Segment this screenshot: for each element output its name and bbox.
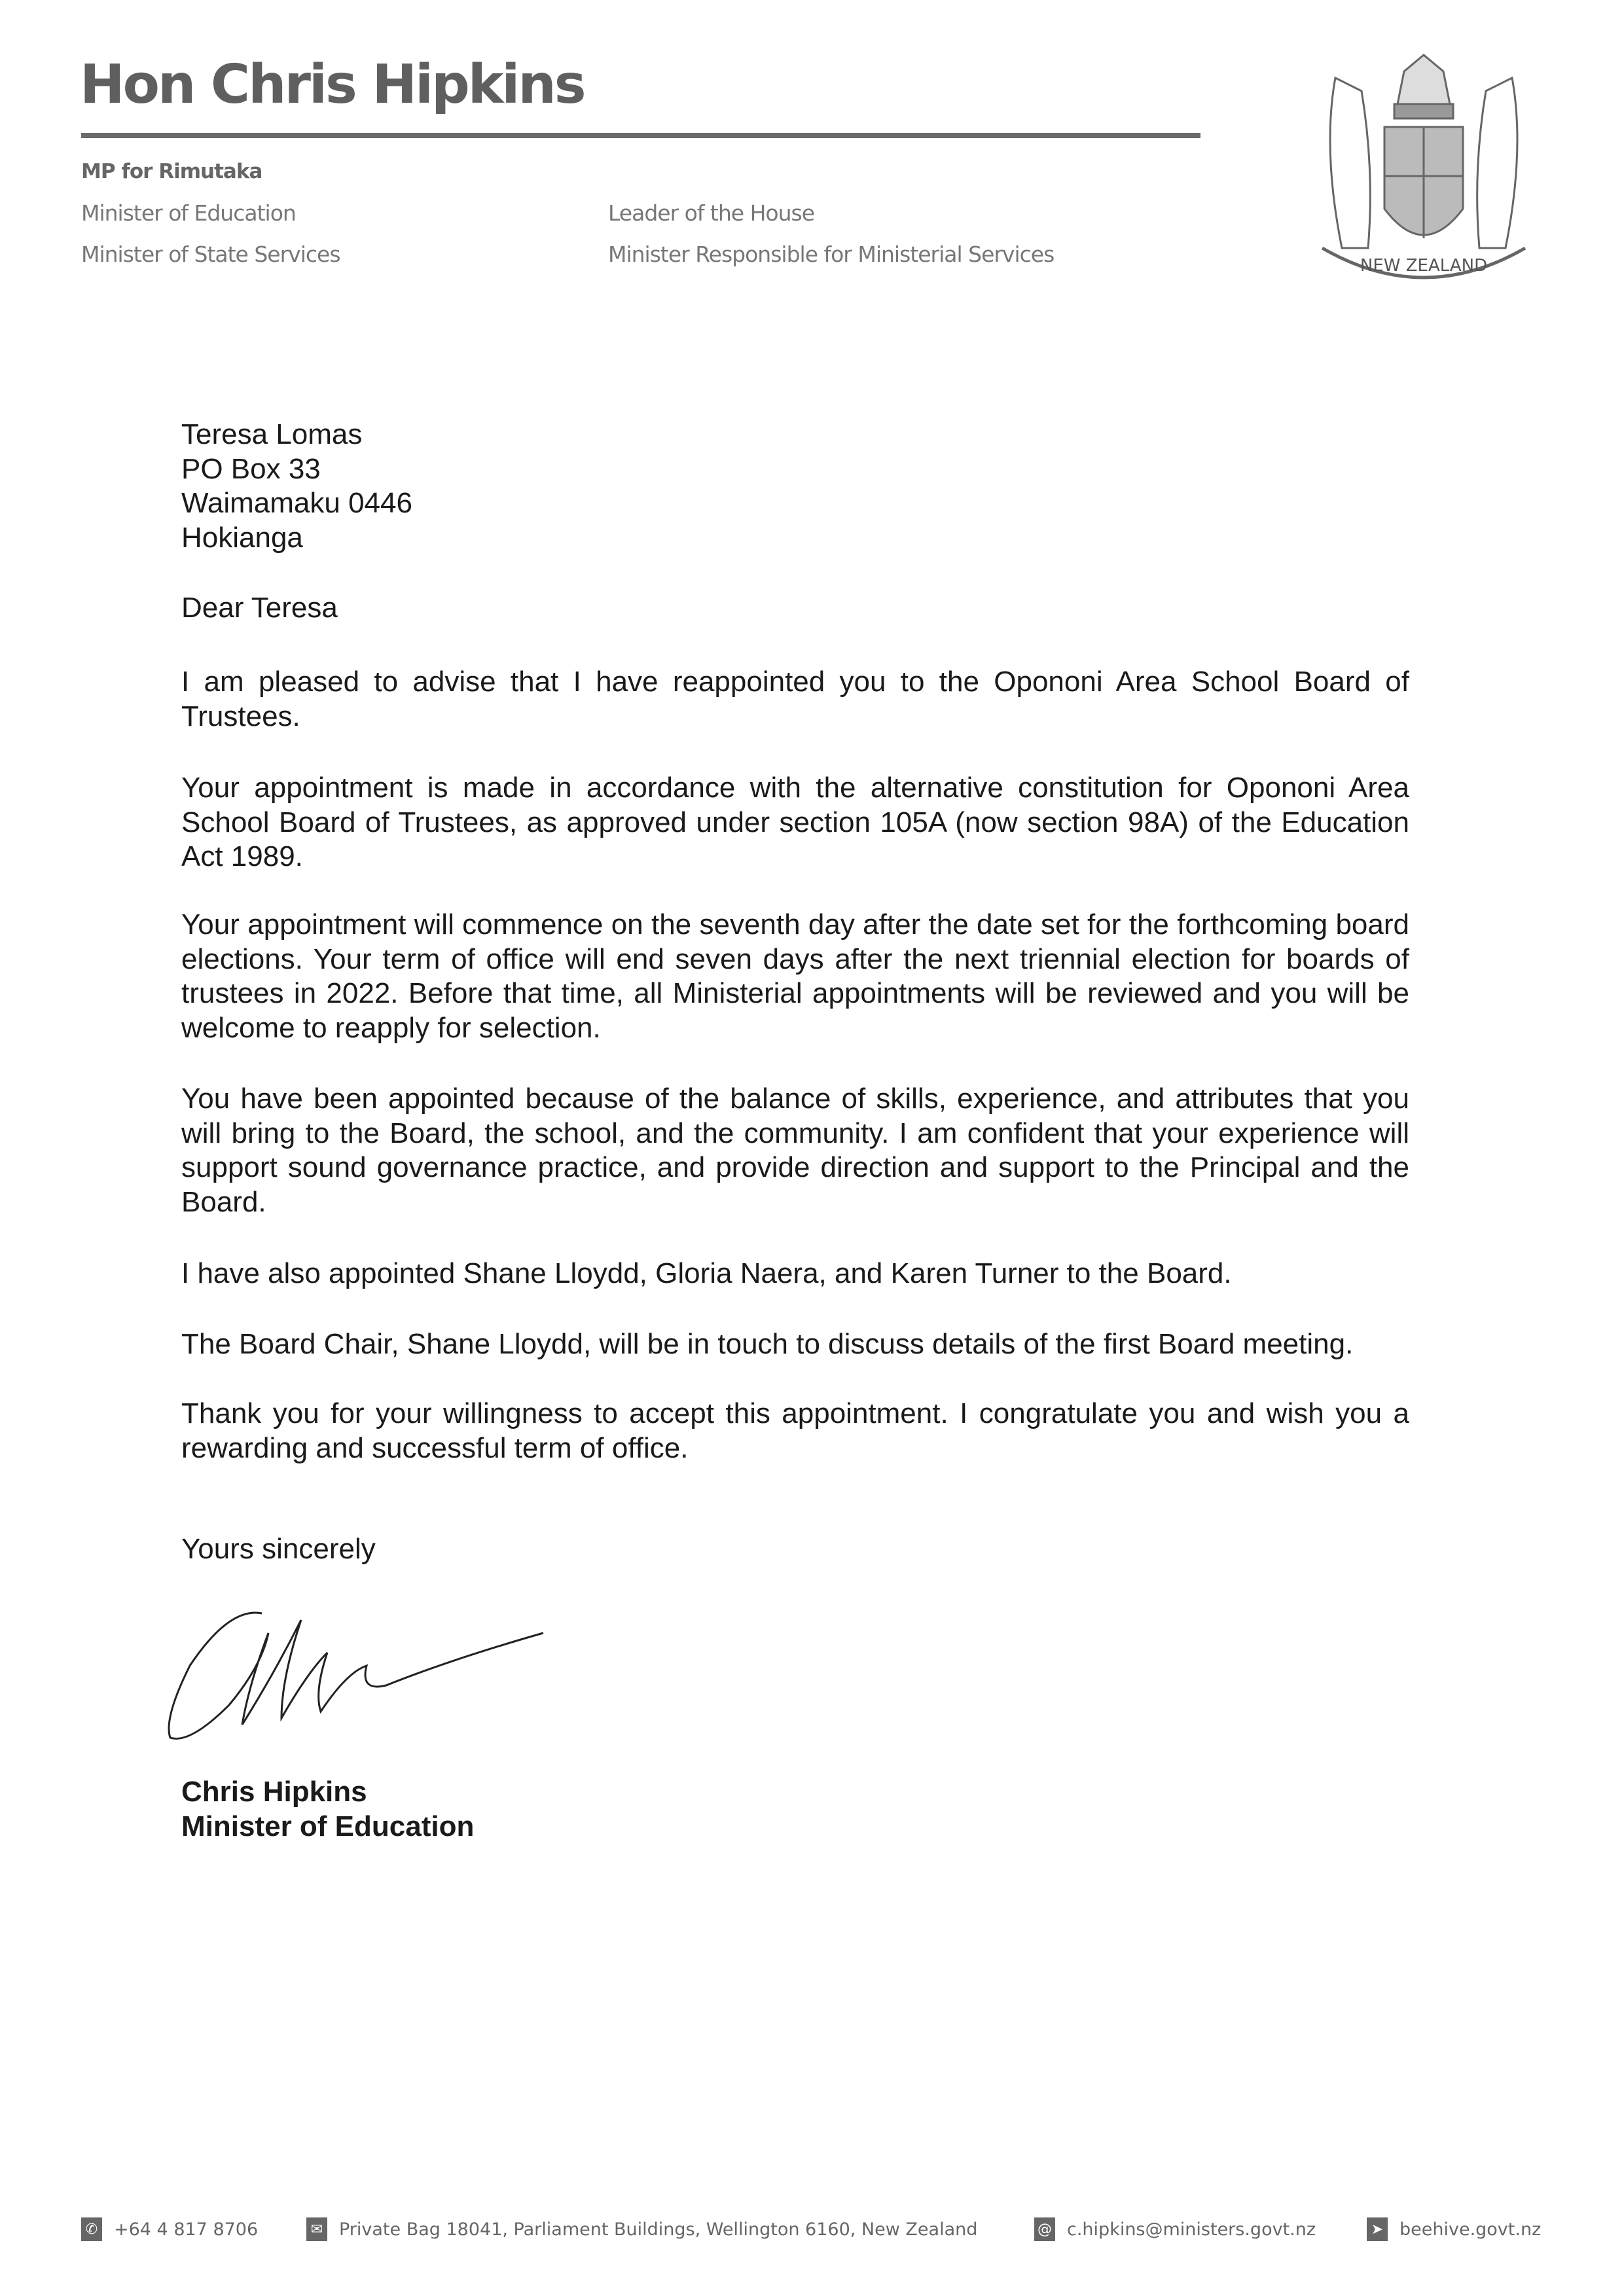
signature — [151, 1594, 550, 1751]
salutation: Dear Teresa — [181, 592, 338, 624]
footer-address — [306, 2217, 977, 2241]
footer-email — [1034, 2217, 1316, 2241]
signatory-name: Chris Hipkins — [181, 1776, 367, 1808]
web-cursor-icon: ➤ — [1367, 2217, 1388, 2241]
address-line: Waimamaku 0446 — [181, 487, 412, 520]
paragraph: Your appointment will commence on the seventh day after the date set for the forthcoming board elections. Your term of office will end seven days after the next triennial election for boards of trustees in 2022. Before that time, all Ministerial appointments will be reviewed and you will be welcome to reapply for selection. — [181, 908, 1409, 1044]
role: Leader of the House — [608, 200, 814, 226]
signatory-title: Minister of Education — [181, 1810, 475, 1842]
paragraph: You have been appointed because of the balance of skills, experience, and attributes that you will bring to the Board, the school, and the community. I am confident that your experience will support sound governance practice, and provide direction and support to the Principal and the Board. — [181, 1083, 1409, 1218]
letterhead-name: Hon Chris Hipkins — [80, 54, 585, 116]
at-icon: @ — [1034, 2217, 1055, 2241]
email-address: c.hipkins@ministers.govt.nz — [1067, 2219, 1316, 2240]
paragraph: The Board Chair, Shane Lloydd, will be in touch to discuss details of the first Board meeting. — [181, 1328, 1354, 1360]
crest-text: NEW ZEALAND — [1360, 256, 1488, 276]
footer-web — [1367, 2217, 1541, 2241]
website: beehive.govt.nz — [1399, 2219, 1542, 2240]
paragraph: I have also appointed Shane Lloydd, Gloria Naera, and Karen Turner to the Board. — [181, 1257, 1232, 1289]
role: Minister of State Services — [81, 242, 340, 267]
footer-phone — [81, 2217, 258, 2241]
paragraph: Thank you for your willingness to accept this appointment. I congratulate you and wish you a rewarding and successful term of office. — [181, 1397, 1409, 1464]
letterhead-divider — [81, 133, 1200, 138]
address-line: Teresa Lomas — [181, 418, 363, 450]
address-line: Hokianga — [181, 521, 303, 554]
paragraph: I am pleased to advise that I have reappointed you to the Opononi Area School Board of Trustees. — [181, 666, 1409, 732]
role: Minister Responsible for Ministerial Services — [608, 242, 1055, 267]
postal-address: Private Bag 18041, Parliament Buildings, Wellington 6160, New Zealand — [339, 2219, 978, 2240]
closing: Yours sincerely — [181, 1533, 376, 1565]
coat-of-arms-icon — [1296, 52, 1551, 297]
role: Minister of Education — [81, 200, 296, 226]
paragraph: Your appointment is made in accordance with the alternative constitution for Opononi Area School Board of Trustees, as approved under section 105A (now section 98A) of the Education Act 1989. — [181, 772, 1409, 873]
signatory-block — [181, 1775, 1409, 1844]
electorate: MP for Rimutaka — [81, 160, 262, 183]
recipient-address — [181, 418, 1409, 555]
phone-icon: ✆ — [81, 2217, 102, 2241]
address-line: PO Box 33 — [181, 452, 321, 485]
mail-icon: ✉ — [306, 2217, 327, 2241]
phone-number: +64 4 817 8706 — [114, 2219, 259, 2240]
